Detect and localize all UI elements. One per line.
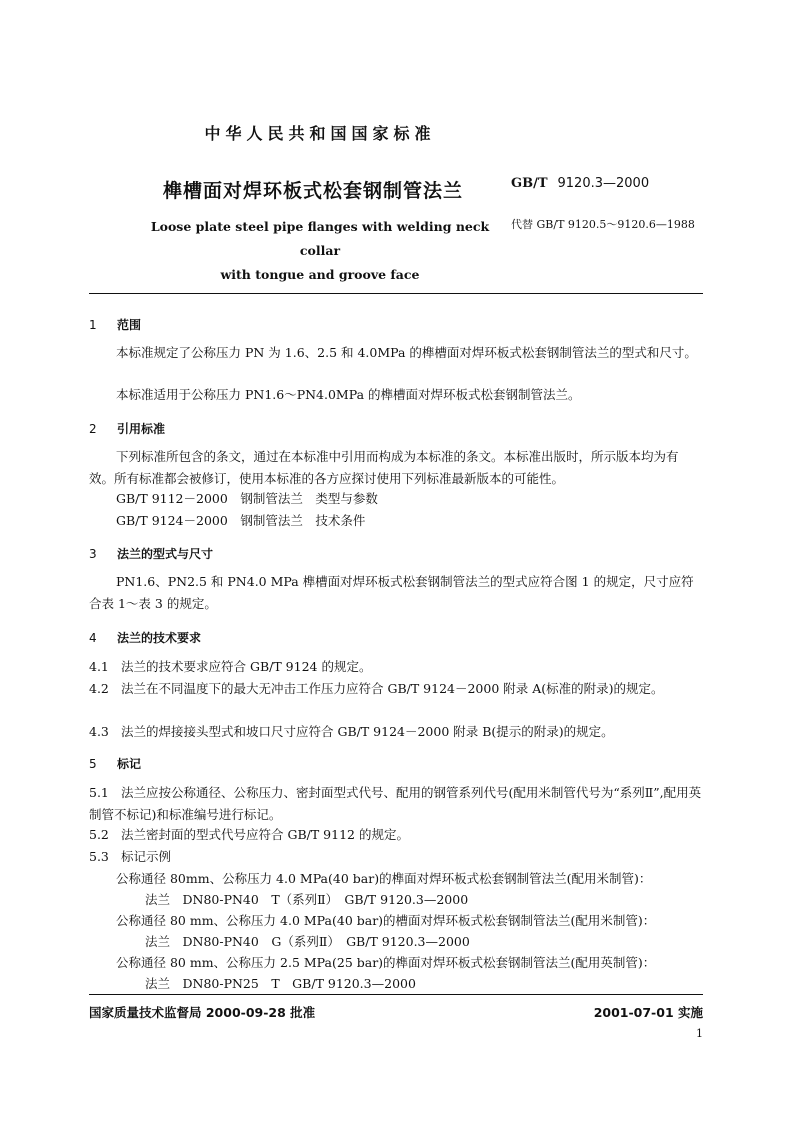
section-number: 5	[89, 757, 97, 771]
clause-text: 标记示例	[121, 849, 172, 864]
approval-date: 国家质量技术监督局 2000-09-28 批准	[89, 1005, 316, 1020]
english-title-line-1: Loose plate steel pipe flanges with welding neck collar	[150, 219, 490, 258]
footer-divider	[89, 994, 703, 995]
section-1-paragraph-1: 本标准规定了公称压力 PN 为 1.6、2.5 和 4.0MPa 的榫槽面对焊环板式松套钢制管法兰的型式和尺寸。	[116, 345, 697, 360]
clause-4-1	[89, 656, 703, 678]
section-title: 范围	[117, 318, 142, 332]
replaces-standard: 代替 GB/T 9120.5～9120.6—1988	[511, 218, 695, 231]
clause-text: 法兰应按公称通径、公称压力、密封面型式代号、配用的钢管系列代号(配用米制管代号为“系列Ⅱ”,配用英制管不标记)和标准编号进行标记。	[89, 785, 702, 822]
clause-text: 法兰密封面的型式代号应符合 GB/T 9112 的规定。	[121, 827, 409, 842]
section-5-heading	[89, 755, 141, 772]
national-standard-title: 中华人民共和国国家标准	[204, 124, 436, 143]
section-number: 3	[89, 547, 97, 561]
clause-number: 5.2	[89, 827, 109, 842]
implementation-date: 2001-07-01 实施	[593, 1005, 703, 1020]
header-divider	[89, 293, 703, 294]
section-number: 4	[89, 631, 97, 645]
clause-5-2	[89, 824, 703, 846]
example-1-marking: 法兰 DN80-PN40 T（系列Ⅱ） GB/T 9120.3—2000	[145, 892, 469, 907]
section-2-heading	[89, 420, 165, 437]
reference-standard-2: GB/T 9124－2000 钢制管法兰 技术条件	[116, 513, 366, 528]
clause-text: 法兰的焊接接头型式和坡口尺寸应符合 GB/T 9124－2000 附录 B(提示的附录)的规定。	[121, 724, 614, 739]
clause-4-3	[89, 721, 703, 743]
standard-prefix: GB/T	[511, 176, 548, 191]
clause-4-2	[89, 678, 703, 700]
section-1-heading	[89, 316, 141, 333]
section-number: 1	[89, 318, 97, 332]
clause-number: 4.3	[89, 724, 109, 739]
clause-text: 法兰在不同温度下的最大无冲击工作压力应符合 GB/T 9124－2000 附录 A(标准的附录)的规定。	[121, 681, 664, 696]
standard-number	[511, 176, 649, 191]
section-4-heading	[89, 629, 201, 646]
standard-number-value: 9120.3—2000	[557, 176, 650, 191]
reference-standard-1: GB/T 9112－2000 钢制管法兰 类型与参数	[116, 491, 378, 506]
english-title	[140, 215, 500, 287]
section-number: 2	[89, 422, 97, 436]
example-1-description: 公称通径 80mm、公称压力 4.0 MPa(40 bar)的榫面对焊环板式松套钢制管法兰(配用米制管)：	[116, 871, 652, 886]
section-title: 法兰的型式与尺寸	[117, 547, 214, 561]
example-3-marking: 法兰 DN80-PN25 T GB/T 9120.3—2000	[145, 976, 416, 991]
clause-number: 4.2	[89, 681, 109, 696]
clause-5-1	[89, 782, 703, 826]
page-number: 1	[696, 1027, 703, 1040]
clause-number: 5.3	[89, 849, 109, 864]
example-3-description: 公称通径 80 mm、公称压力 2.5 MPa(25 bar)的榫面对焊环板式松套钢制管法兰(配用英制管)：	[116, 955, 656, 970]
section-title: 引用标准	[117, 422, 166, 436]
clause-number: 5.1	[89, 785, 109, 800]
clause-number: 4.1	[89, 659, 109, 674]
document-title: 榫槽面对焊环板式松套钢制管法兰	[163, 180, 464, 202]
section-3-heading	[89, 545, 213, 562]
section-1-paragraph-2: 本标准适用于公称压力 PN1.6～PN4.0MPa 的榫槽面对焊环板式松套钢制管法兰。	[116, 387, 581, 402]
english-title-line-2: with tongue and groove face	[220, 267, 420, 282]
clause-5-3	[89, 846, 703, 868]
clause-text: 法兰的技术要求应符合 GB/T 9124 的规定。	[121, 659, 372, 674]
section-3-paragraph: PN1.6、PN2.5 和 PN4.0 MPa 榫槽面对焊环板式松套钢制管法兰的型式应符合图 1 的规定，尺寸应符合表 1～表 3 的规定。	[89, 574, 694, 611]
section-title: 标记	[117, 757, 142, 771]
section-title: 法兰的技术要求	[117, 631, 202, 645]
example-2-description: 公称通径 80 mm、公称压力 4.0 MPa(40 bar)的槽面对焊环板式松套钢制管法兰(配用米制管)：	[116, 913, 656, 928]
section-2-paragraph: 下列标准所包含的条文，通过在本标准中引用而构成为本标准的条文。本标准出版时，所示版本均为有效。所有标准都会被修订，使用本标准的各方应探讨使用下列标准最新版本的可能性。	[89, 449, 679, 486]
example-2-marking: 法兰 DN80-PN40 G（系列Ⅱ） GB/T 9120.3—2000	[145, 934, 470, 949]
